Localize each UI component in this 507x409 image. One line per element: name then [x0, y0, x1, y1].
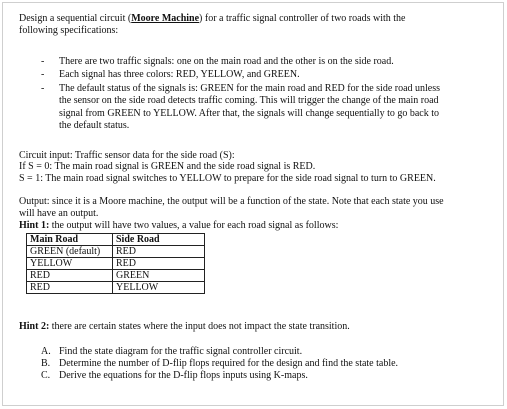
hint-1 — [19, 220, 338, 232]
spec-line: the default status. — [59, 120, 130, 131]
intro-suffix: ) for a traffic signal controller of two roads with the — [199, 13, 406, 24]
table-row — [27, 282, 205, 294]
table-row — [27, 270, 205, 282]
spec-line: Each signal has three colors: RED, YELLOW, and GREEN. — [59, 69, 300, 80]
spec-bullet-marker: - — [41, 69, 45, 80]
intro-line-1 — [19, 13, 405, 25]
task-marker: C. — [41, 370, 51, 381]
spec-line: The default status of the signals is: GREEN for the main road and RED for the side road unless — [59, 83, 441, 94]
spec-line: the sensor on the side road detects traffic coming. This will trigger the change of the main road — [59, 95, 439, 106]
table-header-row — [27, 234, 205, 246]
input-case-s1: S = 1: The main road signal switches to YELLOW to prepare for the side road signal to turn to GREEN. — [19, 173, 436, 184]
intro-prefix: Design a sequential circuit ( — [19, 13, 132, 24]
task-text: Derive the equations for the D-flip flops inputs using K-maps. — [59, 370, 308, 381]
table-cell-main: RED — [27, 282, 113, 294]
table-row — [27, 246, 205, 258]
hint-1-text: the output will have two values, a value for each road signal as follows: — [49, 220, 339, 231]
table-cell-side: RED — [113, 258, 205, 270]
table-header-side-road: Side Road — [113, 234, 205, 246]
output-line-2: will have an output. — [19, 208, 99, 219]
spec-line: There are two traffic signals: one on the main road and the other is on the side road. — [59, 56, 394, 67]
output-line-1: Output: since it is a Moore machine, the output will be a function of the state. Note that each state you use — [19, 196, 444, 207]
spec-line: signal from GREEN to YELLOW. After that, the signals will change sequentially to go back to — [59, 108, 440, 119]
moore-machine-emphasis: Moore Machine — [131, 13, 200, 24]
table-cell-side: RED — [113, 246, 205, 258]
hint-2-label: Hint 2: — [19, 321, 50, 332]
spec-bullet-marker: - — [41, 83, 45, 94]
table-row — [27, 258, 205, 270]
task-marker: A. — [41, 346, 51, 357]
hint-2 — [19, 321, 350, 333]
table-cell-main: GREEN (default) — [27, 246, 113, 258]
task-text: Determine the number of D-flip flops required for the design and find the state table. — [59, 358, 399, 369]
hint-1-label: Hint 1: — [19, 220, 50, 231]
spec-bullet-marker: - — [41, 56, 45, 67]
table-header-main-road: Main Road — [27, 234, 113, 246]
table-cell-main: YELLOW — [27, 258, 113, 270]
input-case-s0: If S = 0: The main road signal is GREEN and the side road signal is RED. — [19, 161, 316, 172]
input-heading: Circuit input: Traffic sensor data for the side road (S): — [19, 150, 235, 161]
table-cell-side: YELLOW — [113, 282, 205, 294]
task-text: Find the state diagram for the traffic signal controller circuit. — [59, 346, 303, 357]
table-cell-main: RED — [27, 270, 113, 282]
table-cell-side: GREEN — [113, 270, 205, 282]
intro-line-2: following specifications: — [19, 25, 119, 36]
signal-output-table — [26, 233, 205, 294]
hint-2-text: there are certain states where the input does not impact the state transition. — [49, 321, 350, 332]
task-marker: B. — [41, 358, 51, 369]
